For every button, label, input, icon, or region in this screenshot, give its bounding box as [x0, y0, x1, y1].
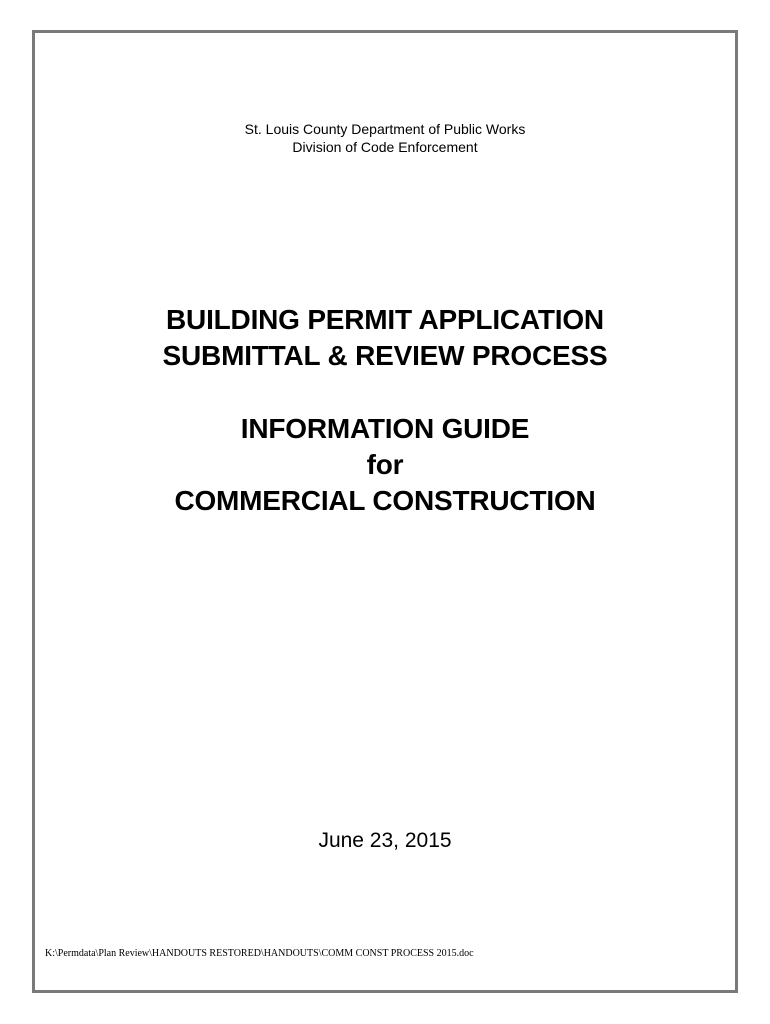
title-line-2: SUBMITTAL & REVIEW PROCESS	[162, 340, 608, 371]
document-date: June 23, 2015	[318, 829, 452, 852]
title-line-1: BUILDING PERMIT APPLICATION	[166, 304, 604, 335]
subtitle-line-1: INFORMATION GUIDE	[240, 413, 530, 444]
department-header	[0, 120, 770, 156]
division-name: Division of Code Enforcement	[292, 139, 478, 155]
footer-file-path: K:\Permdata\Plan Review\HANDOUTS RESTORED\HANDOUTS\COMM CONST PROCESS 2015.doc	[45, 948, 474, 959]
document-subtitle	[0, 411, 770, 519]
subtitle-line-2: for	[366, 449, 404, 480]
department-name: St. Louis County Department of Public Works	[244, 121, 526, 137]
subtitle-line-3: COMMERCIAL CONSTRUCTION	[174, 485, 596, 516]
document-title	[0, 302, 770, 374]
